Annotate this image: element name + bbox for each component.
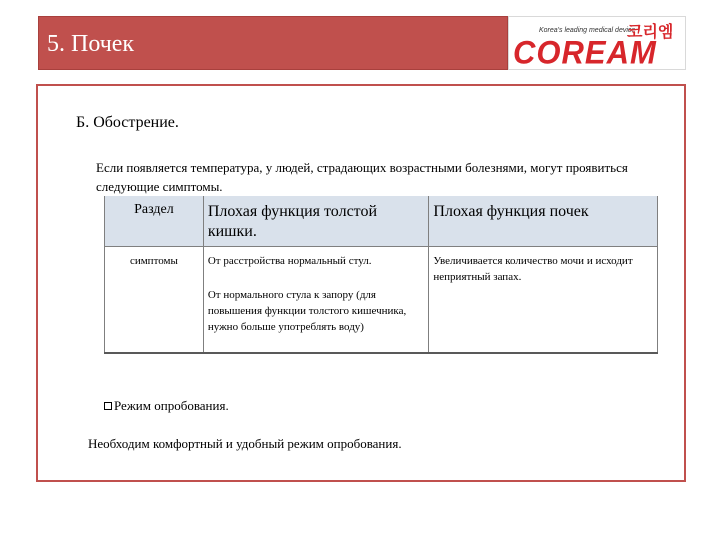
colon-symptom-2: От нормального стула к запору (для повышения функции толстого кишечника, нужно больше употреблять воду) <box>207 288 407 333</box>
section-heading: Б. Обострение. <box>76 114 179 131</box>
colon-symptom-1: От расстройства нормальный стул. <box>207 254 372 267</box>
table-header-row <box>105 196 658 246</box>
table-cell-label: симптомы <box>105 246 204 353</box>
table-cell-colon <box>203 246 429 353</box>
table-header-cell: Плохая функция почек <box>429 196 658 246</box>
symptoms-table <box>104 196 658 354</box>
logo-korean-text: 코리엠 <box>627 22 674 41</box>
logo-wordmark: COREAM <box>513 34 657 70</box>
checkbox-bullet-icon <box>104 402 112 410</box>
intro-text: Если появляется температура, у людей, страдающих возрастными болезнями, могут проявиться следующие симптомы. <box>96 160 628 194</box>
mode-heading: Режим опробования. <box>114 398 229 413</box>
logo-tagline: Korea's leading medical device <box>539 27 636 34</box>
table-header-cell: Плохая функция толстой кишки. <box>203 196 429 246</box>
mode-body: Необходим комфортный и удобный режим опробования. <box>88 436 402 451</box>
mode-heading-line <box>104 398 229 414</box>
table-row <box>105 246 658 353</box>
table-cell-kidney: Увеличивается количество мочи и исходит неприятный запах. <box>429 246 658 353</box>
coream-logo <box>508 16 686 70</box>
table-header-cell: Раздел <box>105 196 204 246</box>
header-bar <box>38 16 508 70</box>
page-title: 5. Почек <box>47 31 135 57</box>
